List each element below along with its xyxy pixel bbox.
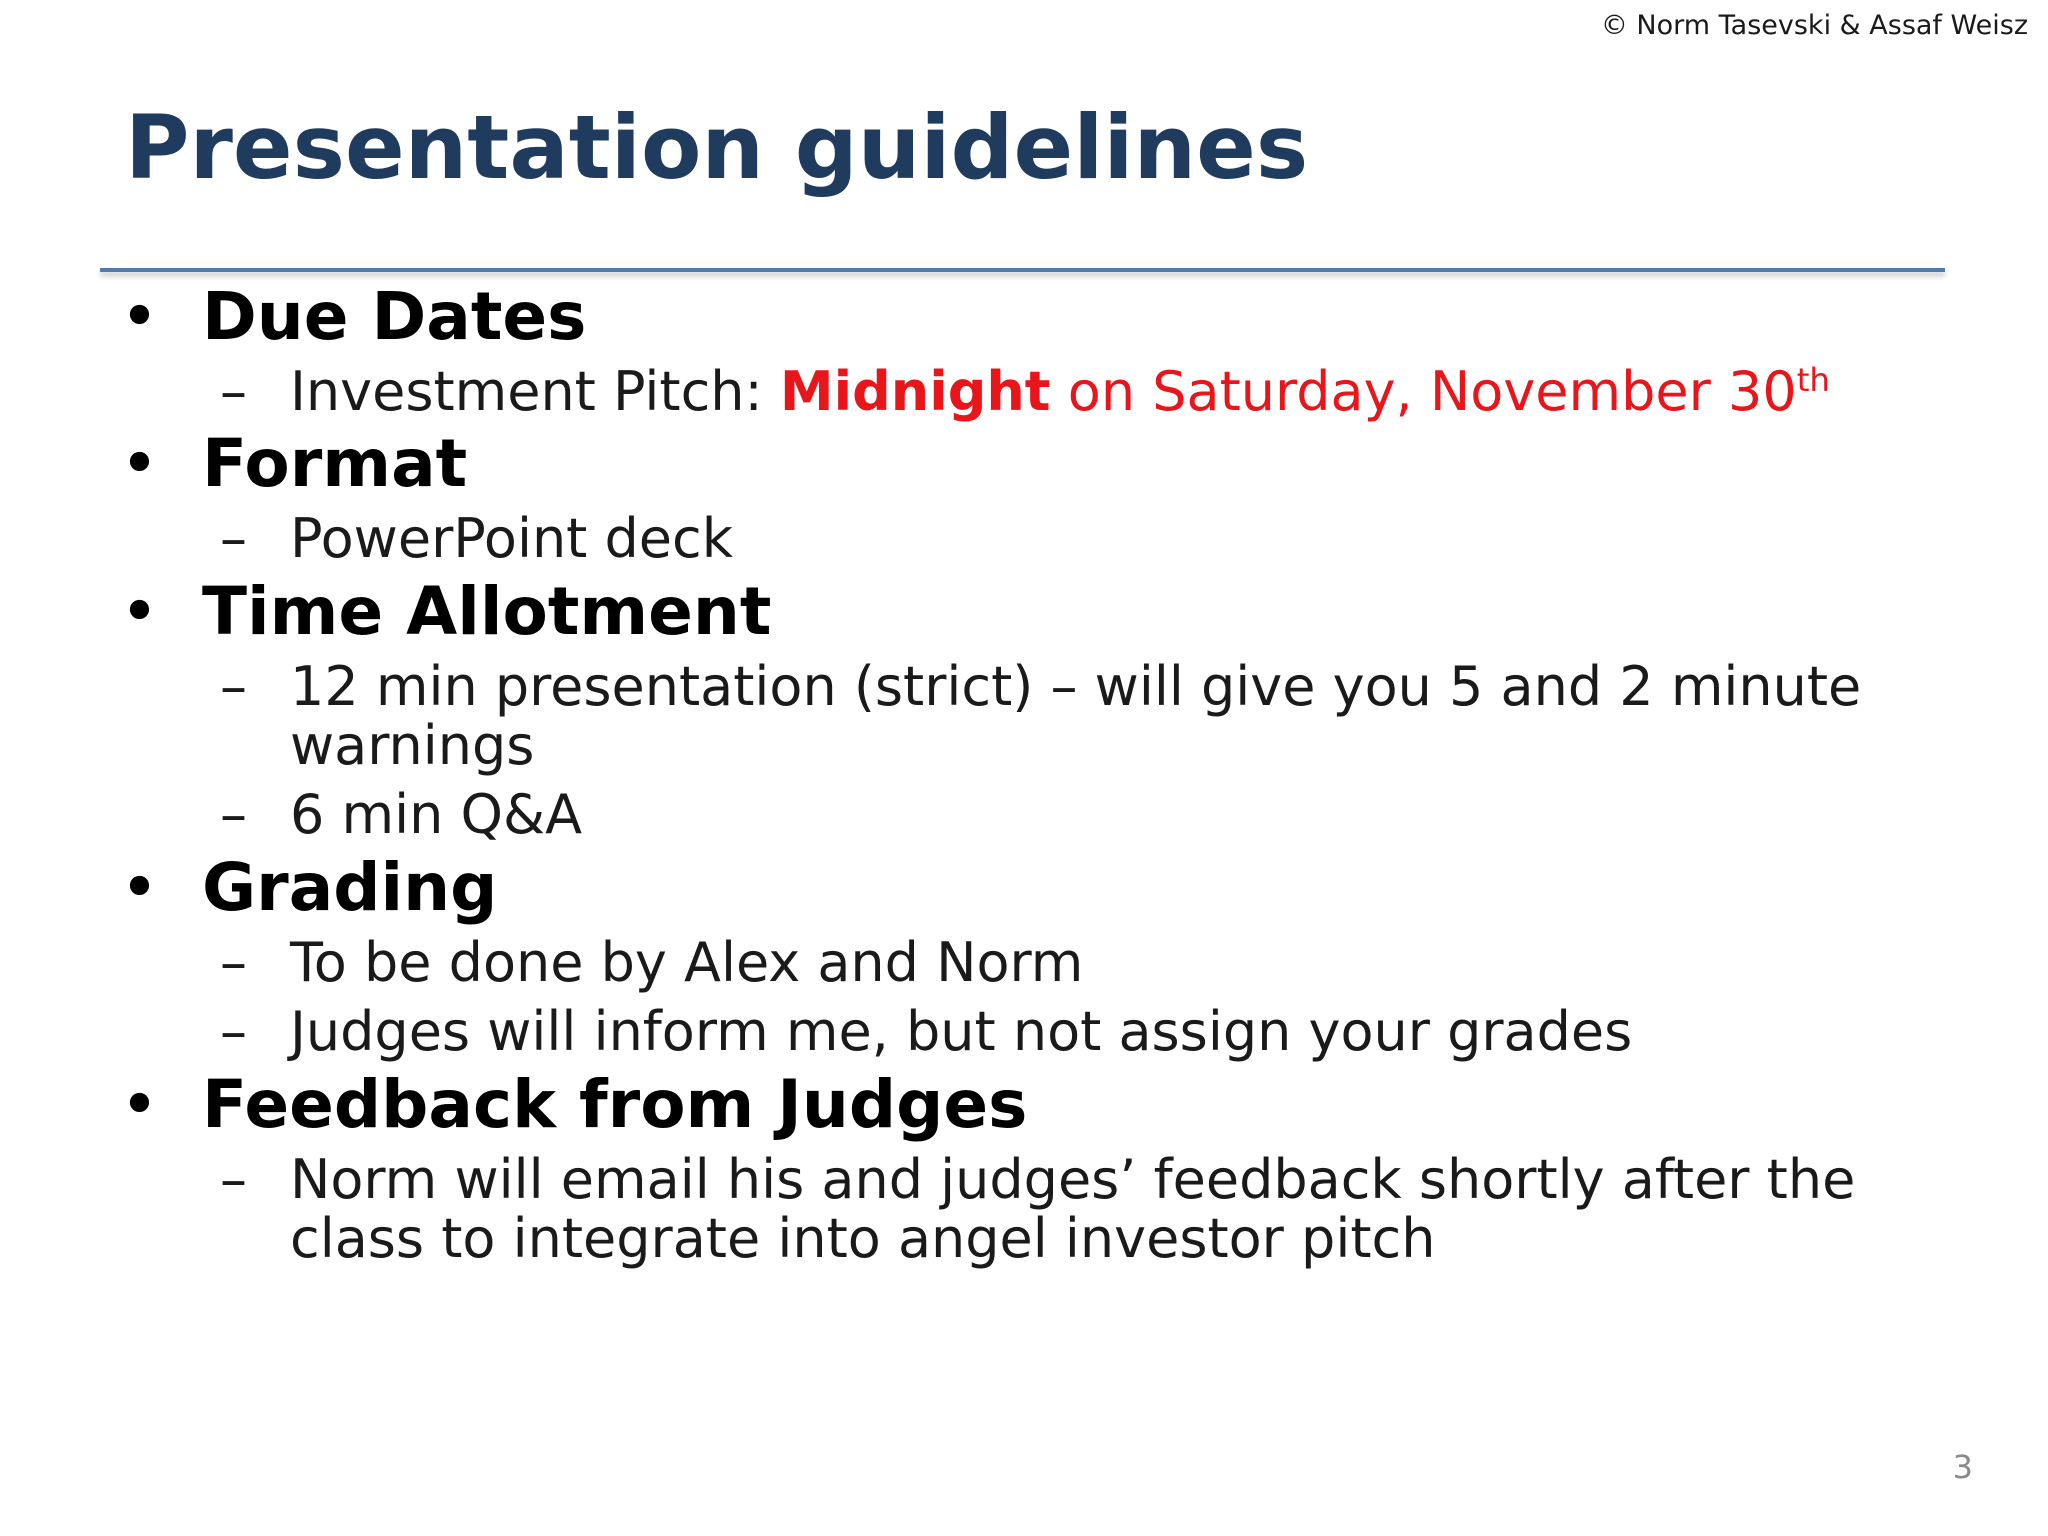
copyright-notice: © Norm Tasevski & Assaf Weisz [1600, 10, 2028, 41]
sub-item-text: PowerPoint deck [290, 507, 733, 571]
bullet-icon: • [120, 572, 159, 650]
bullet-heading: Time Allotment [202, 572, 772, 650]
bullet-format [120, 425, 1940, 503]
sub-item-format [120, 507, 1940, 571]
bullet-time-allotment [120, 572, 1940, 650]
sub-item-investment-pitch [120, 359, 1940, 423]
dash-icon: – [220, 1147, 247, 1211]
bullet-icon: • [120, 848, 159, 926]
bullet-list [120, 278, 1940, 1270]
bullet-icon: • [120, 278, 159, 355]
sub-item-feedback-email [120, 1147, 1940, 1270]
dash-icon: – [220, 359, 247, 423]
bullet-heading: Feedback from Judges [202, 1065, 1028, 1143]
sub-item-graders [120, 930, 1940, 994]
bullet-feedback [120, 1065, 1940, 1143]
sub-item-judges-role [120, 1000, 1940, 1064]
dash-icon: – [220, 1000, 247, 1064]
dash-icon: – [220, 507, 247, 571]
bullet-icon: • [120, 425, 159, 503]
sub-item-text: Norm will email his and judges’ feedback shortly after the class to integrate into angel investor pitch [290, 1147, 1856, 1270]
sub-item-presentation-time [120, 654, 1940, 778]
bullet-due-dates [120, 278, 1940, 355]
sub-item-text: 6 min Q&A [290, 783, 583, 847]
dash-icon: – [220, 783, 247, 847]
title-divider [100, 268, 1945, 272]
page-number: 3 [1952, 1448, 1973, 1486]
sub-item-text: To be done by Alex and Norm [290, 930, 1084, 994]
deadline-date: on Saturday, November 30 [1050, 359, 1797, 423]
sub-item-qa-time [120, 783, 1940, 847]
slide-title: Presentation guidelines [125, 96, 1309, 199]
bullet-icon: • [120, 1065, 159, 1143]
sub-item-text: 12 min presentation (strict) – will give you 5 and 2 minute warnings [290, 654, 1862, 778]
date-ordinal-suffix: th [1796, 360, 1830, 399]
sub-item-text: Judges will inform me, but not assign your grades [290, 1000, 1633, 1064]
bullet-heading: Format [202, 425, 468, 503]
bullet-heading: Due Dates [202, 278, 587, 355]
deadline-emphasis: Midnight [779, 359, 1051, 423]
bullet-grading [120, 848, 1940, 926]
bullet-heading: Grading [202, 848, 498, 926]
dash-icon: – [220, 930, 247, 994]
dash-icon: – [220, 654, 247, 718]
sub-item-prefix: Investment Pitch: [290, 359, 780, 423]
